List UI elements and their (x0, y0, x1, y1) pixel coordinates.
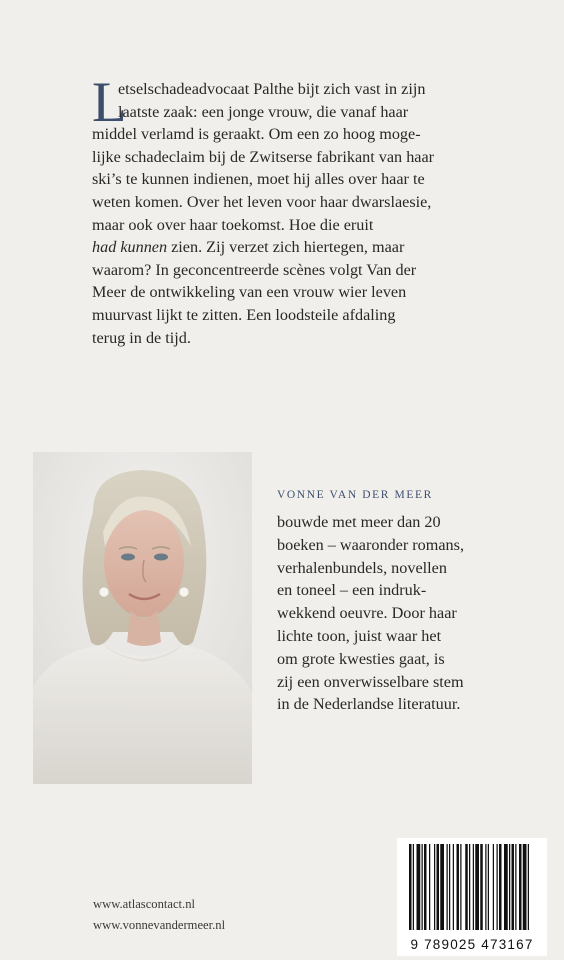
drop-cap-letter: L (92, 71, 127, 134)
barcode-bar (473, 844, 474, 930)
author-bio-line: om grote kwesties gaat, is (277, 649, 445, 668)
barcode-bar (528, 844, 529, 930)
barcode-bar (504, 844, 508, 930)
author-bio-line: bouwde met meer dan 20 (277, 513, 441, 531)
barcode-bar (460, 844, 461, 930)
blurb-line: lijke schadeclaim bij de Zwitserse fabrikant van haar (92, 147, 435, 166)
author-bio-line: verhalenbundels, novellen (277, 558, 447, 577)
barcode-bar (409, 844, 412, 930)
publisher-url: www.atlascontact.nl (93, 897, 195, 911)
isbn-barcode (397, 838, 547, 956)
barcode-bar (519, 844, 522, 930)
blurb-line: etselschadeadvocaat Palthe bijt zich vast in zijn (118, 80, 426, 98)
barcode-bar (437, 844, 440, 930)
blurb-line: middel verlamd is geraakt. Om een zo hoog moge- (92, 125, 421, 144)
barcode-bar (413, 844, 414, 930)
author-bio-line: en toneel – een indruk- (277, 581, 427, 600)
blurb-line (92, 236, 492, 259)
barcode-bar (465, 844, 468, 930)
barcode-bar (417, 844, 421, 930)
author-photo (33, 452, 252, 784)
author-bio (277, 488, 542, 716)
blurb-italic: had kunnen (92, 238, 168, 257)
author-portrait-illustration (33, 452, 252, 784)
blurb-text (92, 71, 492, 349)
barcode-bar (509, 844, 510, 930)
barcode-bar (429, 844, 430, 930)
barcode-bar (440, 844, 444, 930)
author-bio-line: wekkend oeuvre. Door haar (277, 604, 457, 623)
blurb-line: Meer de ontwikkeling van een vrouw wier leven (92, 283, 407, 302)
blurb-line: muurvast lijkt te zitten. Een loodsteile afdaling (92, 305, 396, 324)
barcode-bar (457, 844, 460, 930)
barcode-bar (447, 844, 448, 930)
blurb-line: maar ook over haar toekomst. Hoe die eruit (92, 215, 374, 234)
author-bio-line: zij een onverwisselbare stem (277, 672, 464, 691)
barcode-bar (523, 844, 527, 930)
barcode-bar (469, 844, 470, 930)
author-bio-line: in de Nederlandse literatuur. (277, 695, 461, 714)
blurb-line: ski’s te kunnen indienen, moet hij alles over haar te (92, 170, 425, 189)
blurb-line: weten komen. Over het leven voor haar dwarslaesie, (92, 192, 432, 211)
barcode-bar (493, 844, 494, 930)
barcode-bar (424, 844, 427, 930)
barcode-bar (453, 844, 454, 930)
author-bio-line: boeken – waaronder romans, (277, 535, 464, 554)
isbn-number: 9 789025 473167 (410, 937, 534, 952)
blurb-line: laatste zaak: een jonge vrouw, die vanaf haar (118, 102, 409, 121)
author-name: VONNE VAN DER MEER (277, 489, 433, 501)
blurb-line: waarom? In geconcentreerde scènes volgt Van der (92, 260, 417, 279)
barcode-bars (397, 838, 547, 934)
barcode-bar (497, 844, 498, 930)
barcode-bar (485, 844, 486, 930)
barcode-bar (449, 844, 450, 930)
barcode-bar (515, 844, 516, 930)
barcode-bar (480, 844, 483, 930)
website-links (93, 894, 225, 936)
barcode-bar (499, 844, 502, 930)
author-bio-line: lichte toon, juist waar het (277, 626, 442, 645)
barcode-bar (488, 844, 489, 930)
author-url: www.vonnevandermeer.nl (93, 918, 226, 932)
barcode-bar (422, 844, 423, 930)
blurb-line: terug in de tijd. (92, 328, 191, 347)
barcode-bar (434, 844, 435, 930)
blurb-line-rest: zien. Zij verzet zich hiertegen, maar (167, 238, 405, 257)
barcode-bar (475, 844, 479, 930)
barcode-bar (512, 844, 515, 930)
